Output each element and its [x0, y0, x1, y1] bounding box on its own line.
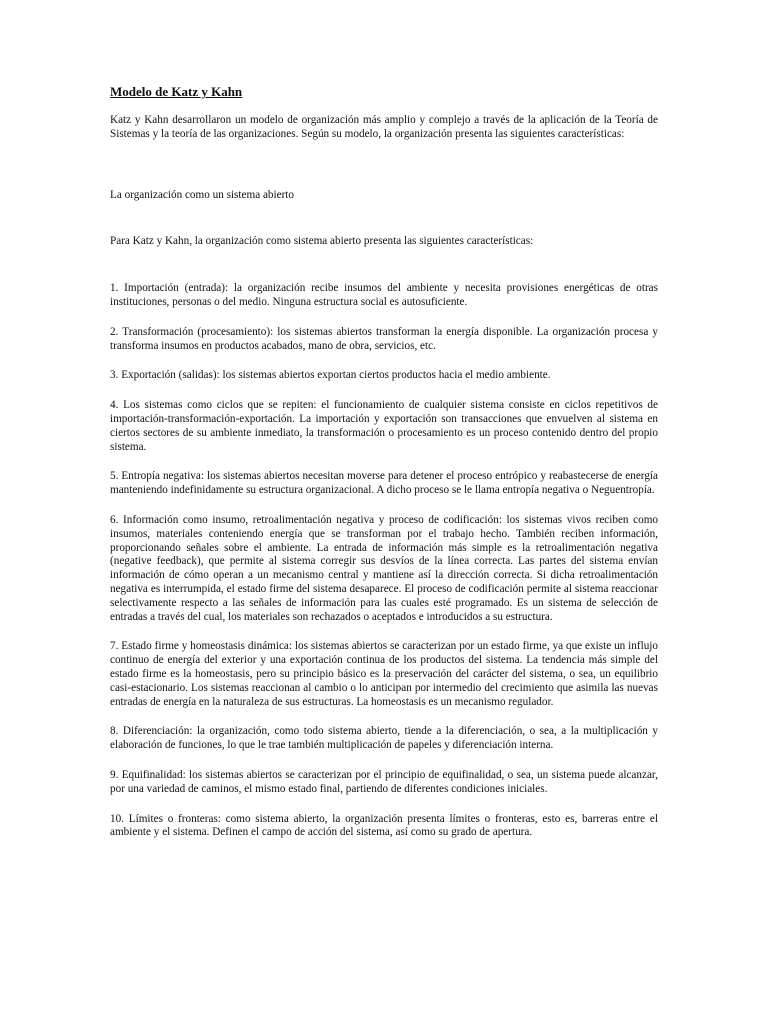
list-item-limites: 10. Límites o fronteras: como sistema abierto, la organización presenta límites o fronteras, esto es, barreras entre el ambiente y el sistema. Definen el campo de acción del sistema, así como su grado de apertura.	[110, 812, 658, 839]
document-title: Modelo de Katz y Kahn	[110, 84, 243, 99]
section-subheading: La organización como un sistema abierto	[110, 188, 295, 201]
list-item-exportacion: 3. Exportación (salidas): los sistemas abiertos exportan ciertos productos hacia el medio ambiente.	[110, 369, 551, 382]
list-item-informacion: 6. Información como insumo, retroalimentación negativa y proceso de codificación: los sistemas vivos reciben como insumos, materiales conteniendo energía que se transforman por el trabajo hecho. También reciben información, proporcionando señales sobre el ambiente. La entrada de información más simple es la retroalimentación negativa (negative feedback), que permite al sistema corregir sus desvíos de la línea correcta. Las partes del sistema envían información de cómo operan a un mecanismo central y mantiene así la dirección correcta. Si dicha retroalimentación negativa es interrumpida, el estado firme del sistema desaparece. El proceso de codificación permite al sistema reaccionar selectivamente respecto a las señales de información para las cuales esté programado. Es un sistema de selección de entradas a través del cual, los materiales son rechazados o aceptados e introducidos a su estructura.	[110, 513, 658, 623]
list-item-ciclos: 4. Los sistemas como ciclos que se repiten: el funcionamiento de cualquier sistema consiste en ciclos repetitivos de importación-transformación-exportación. La importación y exportación son transacciones que envuelven al sistema en ciertos sectores de su ambiente inmediato, la transformación o procesamiento es un proceso contenido dentro del propio sistema.	[110, 399, 658, 453]
list-item-equifinalidad: 9. Equifinalidad: los sistemas abiertos se caracterizan por el principio de equifinalidad, o sea, un sistema puede alcanzar, por una variedad de caminos, el mismo estado final, partiendo de diferentes condiciones iniciales.	[110, 768, 658, 795]
list-item-estado-firme: 7. Estado firme y homeostasis dinámica: los sistemas abiertos se caracterizan por un estado firme, ya que existe un influjo continuo de energía del exterior y una exportación continua de los productos del sistema. La tendencia más simple del estado firme es la homeostasis, pero su principio básico es la preservación del carácter del sistema, o sea, un equilibrio casi-estacionario. Los sistemas reaccionan al cambio o lo anticipan por intermedio del crecimiento que asimila las nuevas entradas de energía en la naturaleza de sus estructuras. La homeostasis es un mecanismo regulador.	[110, 640, 658, 708]
list-item-importacion: 1. Importación (entrada): la organización recibe insumos del ambiente y necesita provisiones energéticas de otras instituciones, personas o del medio. Ninguna estructura social es autosuficiente.	[110, 282, 658, 308]
intro-paragraph: Katz y Kahn desarrollaron un modelo de organización más amplio y complejo a través de la aplicación de la Teoría de Sistemas y la teoría de las organizaciones. Según su modelo, la organización presenta las siguientes características:	[110, 114, 658, 140]
list-item-transformacion: 2. Transformación (procesamiento): los sistemas abiertos transforman la energía disponible. La organización procesa y transforma insumos en productos acabados, mano de obra, servicios, etc.	[110, 325, 658, 352]
list-item-diferenciacion: 8. Diferenciación: la organización, como todo sistema abierto, tiende a la diferenciación, o sea, a la multiplicación y elaboración de funciones, lo que le trae también multiplicación de papeles y diferenciación interna.	[110, 725, 658, 752]
list-item-entropia: 5. Entropía negativa: los sistemas abiertos necesitan moverse para detener el proceso entrópico y reabastecerse de energía manteniendo indefinidamente su estructura organizacional. A dicho proceso se le llama entropía negativa o Neguentropía.	[110, 470, 658, 497]
lead-paragraph: Para Katz y Kahn, la organización como sistema abierto presenta las siguientes características:	[110, 235, 534, 248]
